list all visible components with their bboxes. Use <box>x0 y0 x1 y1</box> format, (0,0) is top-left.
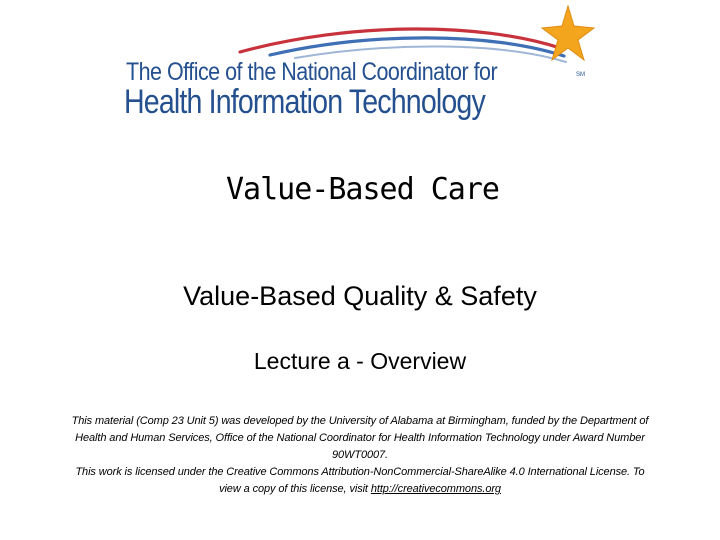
credits-block <box>70 413 650 498</box>
page-title: Value-Based Care <box>226 172 499 207</box>
creative-commons-link[interactable]: http://creativecommons.org <box>370 483 501 495</box>
service-mark: SM <box>576 72 585 78</box>
logo-red-swoosh <box>240 29 560 52</box>
page-subtitle: Value-Based Quality & Safety <box>183 281 537 311</box>
license-statement <box>70 464 650 498</box>
lecture-label: Lecture a - Overview <box>253 348 467 374</box>
logo-line-office: The Office of the National Coordinator for <box>126 58 498 86</box>
onc-logo <box>120 4 600 124</box>
funding-statement: This material (Comp 23 Unit 5) was developed by the University of Alabama at Birmingham, funded by the Department of Health and Human Services, Office of the National Coordinator for Health Information Technology under Award Number 90WT0007. <box>71 415 649 461</box>
license-text: This work is licensed under the Creative Commons Attribution-NonCommercial-ShareAlike 4.0 International License. To view a copy of this license, visit <box>75 466 645 495</box>
logo-line-health-it: Health Information Technology <box>124 83 485 121</box>
